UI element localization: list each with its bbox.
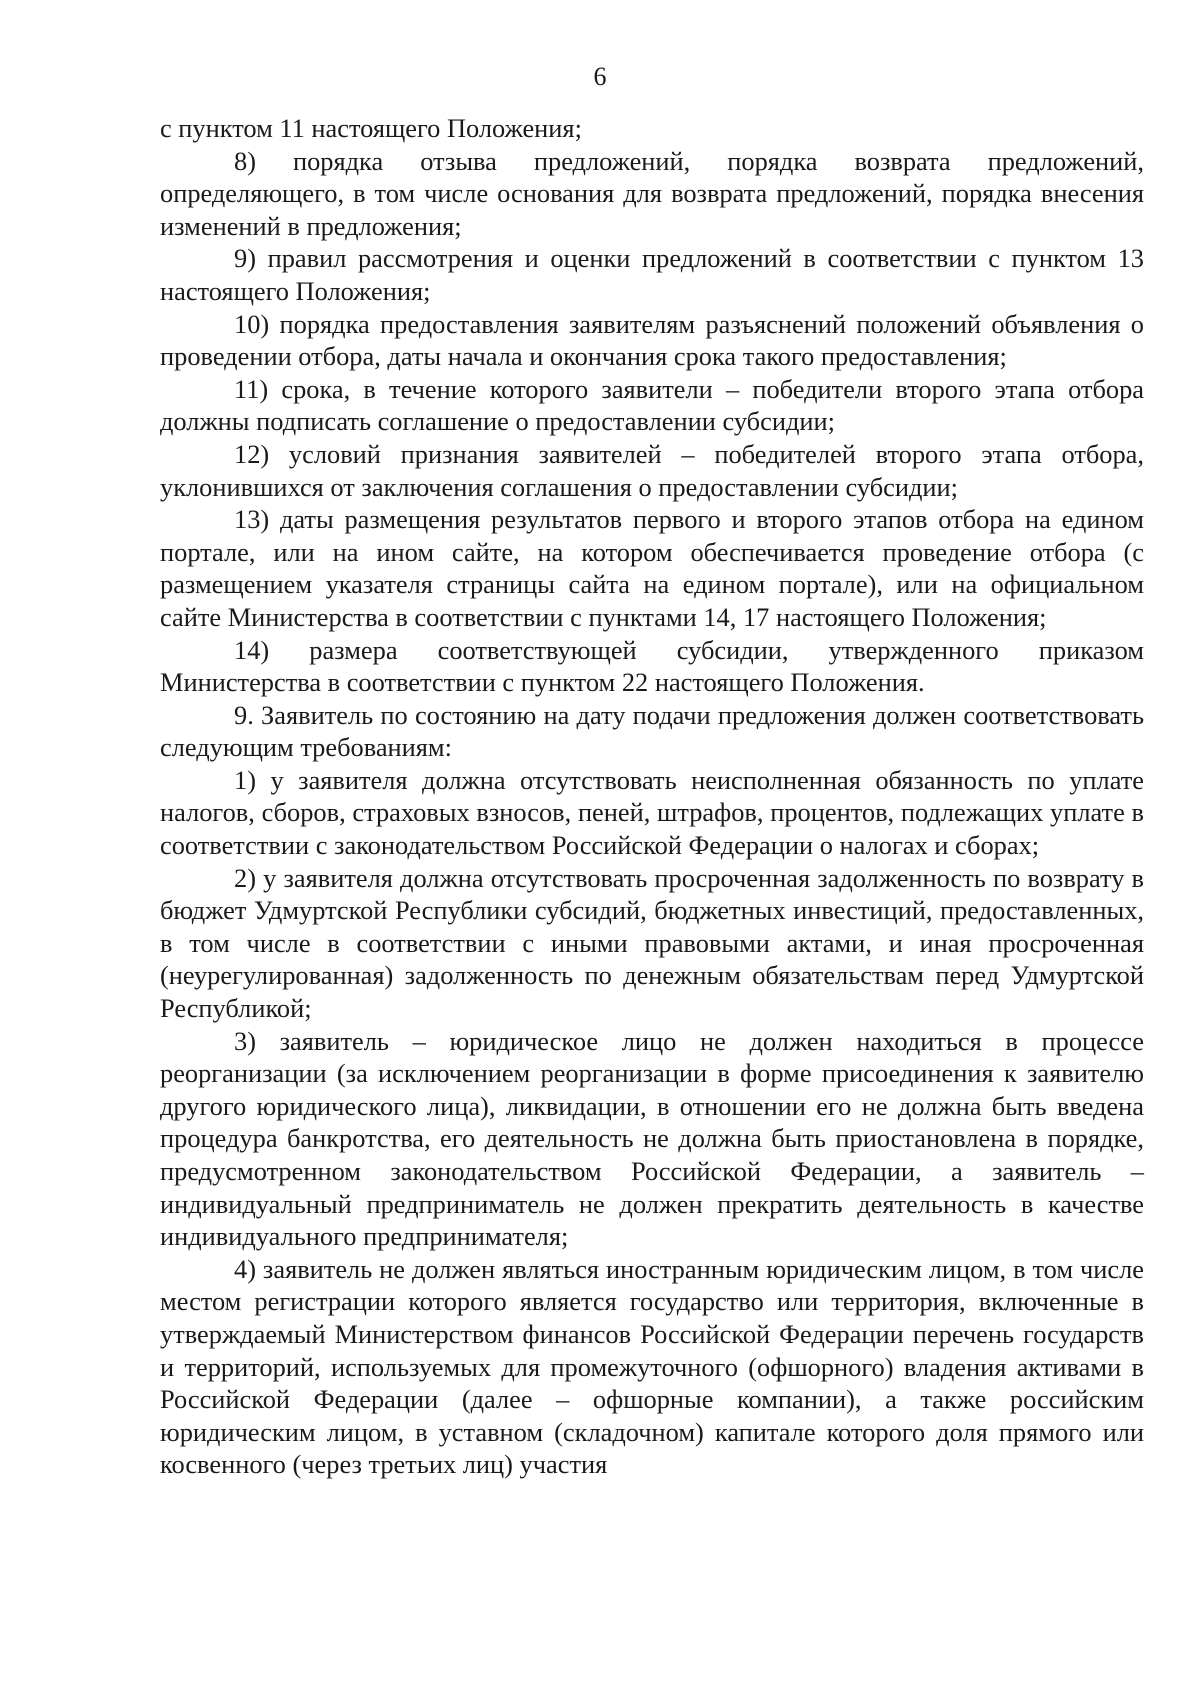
paragraph-requirement-1: 1) у заявителя должна отсутствовать неисполненная обязанность по уплате налогов, сборов, страховых взносов, пеней, штрафов, процентов, подлежащих уплате в соответствии с законодательством Российской Федерации о налогах и сборах; <box>160 764 1144 861</box>
paragraph-item-9: 9) правил рассмотрения и оценки предложений в соответствии с пунктом 13 настоящего Положения; <box>160 243 1144 306</box>
document-body <box>160 112 1144 1481</box>
paragraph-item-12: 12) условий признания заявителей – победителей второго этапа отбора, уклонившихся от заключения соглашения о предоставлении субсидии; <box>160 438 1144 502</box>
paragraph-requirement-4: 4) заявитель не должен являться иностранным юридическим лицом, в том числе местом регистрации которого является государство или территория, включенные в утверждаемый Министерством финансов Российской Федерации перечень государств и территорий, используемых для промежуточного (офшорного) владения активами в Российской Федерации (далее – офшорные компании), а также российским юридическим лицом, в уставном (складочном) капитале которого доля прямого или косвенного (через третьих лиц) участия <box>160 1253 1144 1480</box>
paragraph-requirement-3: 3) заявитель – юридическое лицо не должен находиться в процессе реорганизации (за исключением реорганизации в форме присоединения к заявителю другого юридического лица), ликвидации, в отношении его не должна быть введена процедура банкротства, его деятельность не должна быть приостановлена в порядке, предусмотренном законодательством Российской Федерации, а заявитель – индивидуальный предприниматель не должен прекратить деятельность в качестве индивидуального предпринимателя; <box>160 1025 1144 1252</box>
paragraph-item-10: 10) порядка предоставления заявителям разъяснений положений объявления о проведении отбора, даты начала и окончания срока такого предоставления; <box>160 308 1144 372</box>
page-number: 6 <box>593 62 607 91</box>
paragraph-continuation: с пунктом 11 настоящего Положения; <box>160 113 582 143</box>
paragraph-item-11: 11) срока, в течение которого заявители – победители второго этапа отбора должны подписать соглашение о предоставлении субсидии; <box>160 373 1144 437</box>
paragraph-item-14: 14) размера соответствующей субсидии, утвержденного приказом Министерства в соответствии с пунктом 22 настоящего Положения. <box>160 634 1144 698</box>
paragraph-item-13: 13) даты размещения результатов первого и второго этапов отбора на едином портале, или на ином сайте, на котором обеспечивается проведение отбора (с размещением указателя страницы сайта на едином портале), или на официальном сайте Министерства в соответствии с пунктами 14, 17 настоящего Положения; <box>160 504 1144 632</box>
paragraph-clause-9: 9. Заявитель по состоянию на дату подачи предложения должен соответствовать следующим требованиям: <box>160 699 1144 763</box>
paragraph-requirement-2: 2) у заявителя должна отсутствовать просроченная задолженность по возврату в бюджет Удмуртской Республики субсидий, бюджетных инвестиций, предоставленных, в том числе в соответствии с иными правовыми актами, и иная просроченная (неурегулированная) задолженность по денежным обязательствам перед Удмуртской Республикой; <box>160 862 1144 1024</box>
paragraph-item-8: 8) порядка отзыва предложений, порядка возврата предложений, определяющего, в том числе основания для возврата предложений, порядка внесения изменений в предложения; <box>160 145 1144 241</box>
